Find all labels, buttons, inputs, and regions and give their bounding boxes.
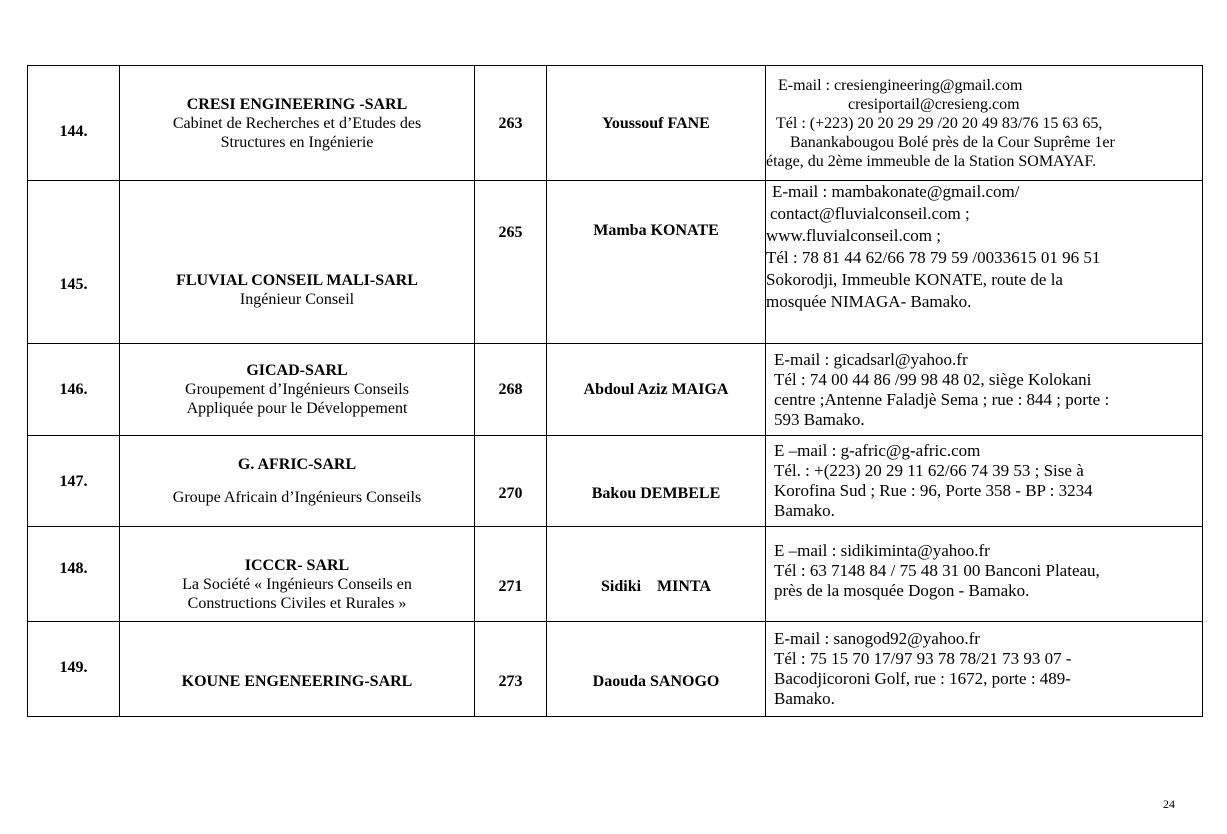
registration-code: 271 bbox=[498, 577, 523, 595]
table-row bbox=[28, 181, 1203, 344]
registration-code: 263 bbox=[498, 114, 523, 132]
registration-code: 270 bbox=[498, 484, 523, 502]
registration-code: 273 bbox=[498, 672, 523, 690]
table-row bbox=[28, 344, 1203, 436]
contact-cell bbox=[766, 622, 1203, 717]
row-number-cell bbox=[28, 344, 120, 436]
contact-line: Tél : 74 00 44 86 /99 98 48 02, siège Kolokani bbox=[774, 369, 1092, 389]
contact-line: E –mail : g-afric@g-afric.com bbox=[774, 441, 981, 460]
code-cell bbox=[475, 622, 547, 717]
firm-name: CRESI ENGINEERING -SARL bbox=[186, 95, 408, 113]
table-row bbox=[28, 436, 1203, 527]
row-number: 145. bbox=[59, 275, 88, 293]
person-cell bbox=[547, 622, 766, 717]
row-number-cell bbox=[28, 436, 120, 527]
firm-registry-table bbox=[27, 65, 1203, 717]
row-number-cell bbox=[28, 181, 120, 344]
contact-line: Tél : (+223) 20 20 29 29 /20 20 49 83/76 15 63 65, bbox=[776, 114, 1103, 132]
firm-cell bbox=[120, 622, 475, 717]
firm-description: Ingénieur Conseil bbox=[239, 291, 355, 308]
firm-cell bbox=[120, 344, 475, 436]
table-row bbox=[28, 527, 1203, 622]
contact-line: Bacodjicoroni Golf, rue : 1672, porte : 489- bbox=[774, 669, 1071, 688]
contact-person: Daouda SANOGO bbox=[592, 672, 720, 690]
contact-cell bbox=[766, 181, 1203, 344]
row-number: 144. bbox=[59, 122, 88, 140]
contact-line: cresiportail@cresieng.com bbox=[848, 95, 1020, 113]
contact-line: Bamako. bbox=[774, 501, 835, 520]
row-number: 149. bbox=[59, 659, 88, 676]
contact-line: Tél : 75 15 70 17/97 93 78 78/21 73 93 07 - bbox=[774, 649, 1072, 668]
contact-cell bbox=[766, 436, 1203, 527]
firm-description: Cabinet de Recherches et d’Etudes des bbox=[172, 114, 422, 132]
contact-line: E-mail : sanogod92@yahoo.fr bbox=[774, 629, 980, 648]
firm-name: ICCCR- SARL bbox=[244, 556, 350, 574]
contact-person: Youssouf FANE bbox=[602, 114, 710, 132]
firm-name: FLUVIAL CONSEIL MALI-SARL bbox=[176, 272, 418, 289]
row-number: 146. bbox=[59, 381, 88, 398]
contact-line: contact@fluvialconseil.com ; bbox=[770, 204, 970, 223]
contact-line: Tél. : +(223) 20 29 11 62/66 74 39 53 ; Sise à bbox=[774, 461, 1084, 480]
firm-name: G. AFRIC-SARL bbox=[237, 456, 357, 473]
contact-line: Tél : 63 7148 84 / 75 48 31 00 Banconi Plateau, bbox=[774, 561, 1100, 580]
firm-cell bbox=[120, 66, 475, 181]
contact-line: 593 Bamako. bbox=[774, 409, 865, 429]
contact-line: E-mail : cresiengineering@gmail.com bbox=[778, 76, 1023, 94]
contact-person: Mamba KONATE bbox=[593, 222, 719, 239]
contact-cell bbox=[766, 66, 1203, 181]
person-cell bbox=[547, 181, 766, 344]
contact-line: centre ;Antenne Faladjè Sema ; rue : 844 ; porte : bbox=[774, 389, 1110, 409]
person-cell bbox=[547, 344, 766, 436]
registration-code: 268 bbox=[498, 381, 523, 398]
firm-description: Constructions Civiles et Rurales » bbox=[187, 594, 407, 612]
firm-cell bbox=[120, 436, 475, 527]
firm-description: La Société « Ingénieurs Conseils en bbox=[182, 575, 412, 593]
person-cell bbox=[547, 436, 766, 527]
contact-line: étage, du 2ème immeuble de la Station SOMAYAF. bbox=[766, 152, 1097, 170]
contact-line: www.fluvialconseil.com ; bbox=[766, 226, 941, 245]
firm-description: Appliquée pour le Développement bbox=[186, 400, 408, 417]
row-number-cell bbox=[28, 622, 120, 717]
firm-description: Groupement d’Ingénieurs Conseils bbox=[185, 381, 409, 398]
code-cell bbox=[475, 436, 547, 527]
contact-line: Bamako. bbox=[774, 689, 835, 708]
row-number: 148. bbox=[59, 559, 88, 577]
contact-line: E-mail : mambakonate@gmail.com/ bbox=[772, 182, 1020, 201]
page-number: 24 bbox=[1163, 797, 1175, 811]
table-row bbox=[28, 66, 1203, 181]
row-number: 147. bbox=[59, 472, 88, 490]
registration-code: 265 bbox=[498, 224, 523, 241]
code-cell bbox=[475, 66, 547, 181]
contact-person: Sidiki MINTA bbox=[601, 577, 711, 595]
contact-line: Tél : 78 81 44 62/66 78 79 59 /0033615 01 96 51 bbox=[766, 248, 1101, 267]
code-cell bbox=[475, 527, 547, 622]
contact-person: Bakou DEMBELE bbox=[591, 484, 721, 502]
contact-line: Sokorodji, Immeuble KONATE, route de la bbox=[766, 270, 1063, 289]
firm-name: KOUNE ENGENEERING-SARL bbox=[181, 672, 413, 690]
row-number-cell bbox=[28, 66, 120, 181]
contact-line: mosquée NIMAGA- Bamako. bbox=[766, 292, 972, 311]
firm-cell bbox=[120, 527, 475, 622]
contact-cell bbox=[766, 344, 1203, 436]
contact-line: E-mail : gicadsarl@yahoo.fr bbox=[774, 349, 968, 369]
contact-cell bbox=[766, 527, 1203, 622]
contact-line: près de la mosquée Dogon - Bamako. bbox=[774, 581, 1030, 600]
firm-description: Groupe Africain d’Ingénieurs Conseils bbox=[172, 489, 422, 506]
code-cell bbox=[475, 181, 547, 344]
firm-name: GICAD-SARL bbox=[246, 362, 348, 379]
contact-line: Banankabougou Bolé près de la Cour Suprême 1er bbox=[790, 133, 1115, 151]
code-cell bbox=[475, 344, 547, 436]
table-row bbox=[28, 622, 1203, 717]
row-number-cell bbox=[28, 527, 120, 622]
contact-person: Abdoul Aziz MAIGA bbox=[583, 381, 729, 398]
contact-line: Korofina Sud ; Rue : 96, Porte 358 - BP : 3234 bbox=[774, 481, 1093, 500]
person-cell bbox=[547, 66, 766, 181]
firm-cell bbox=[120, 181, 475, 344]
firm-description: Structures en Ingénierie bbox=[220, 133, 374, 151]
person-cell bbox=[547, 527, 766, 622]
contact-line: E –mail : sidikiminta@yahoo.fr bbox=[774, 541, 990, 560]
